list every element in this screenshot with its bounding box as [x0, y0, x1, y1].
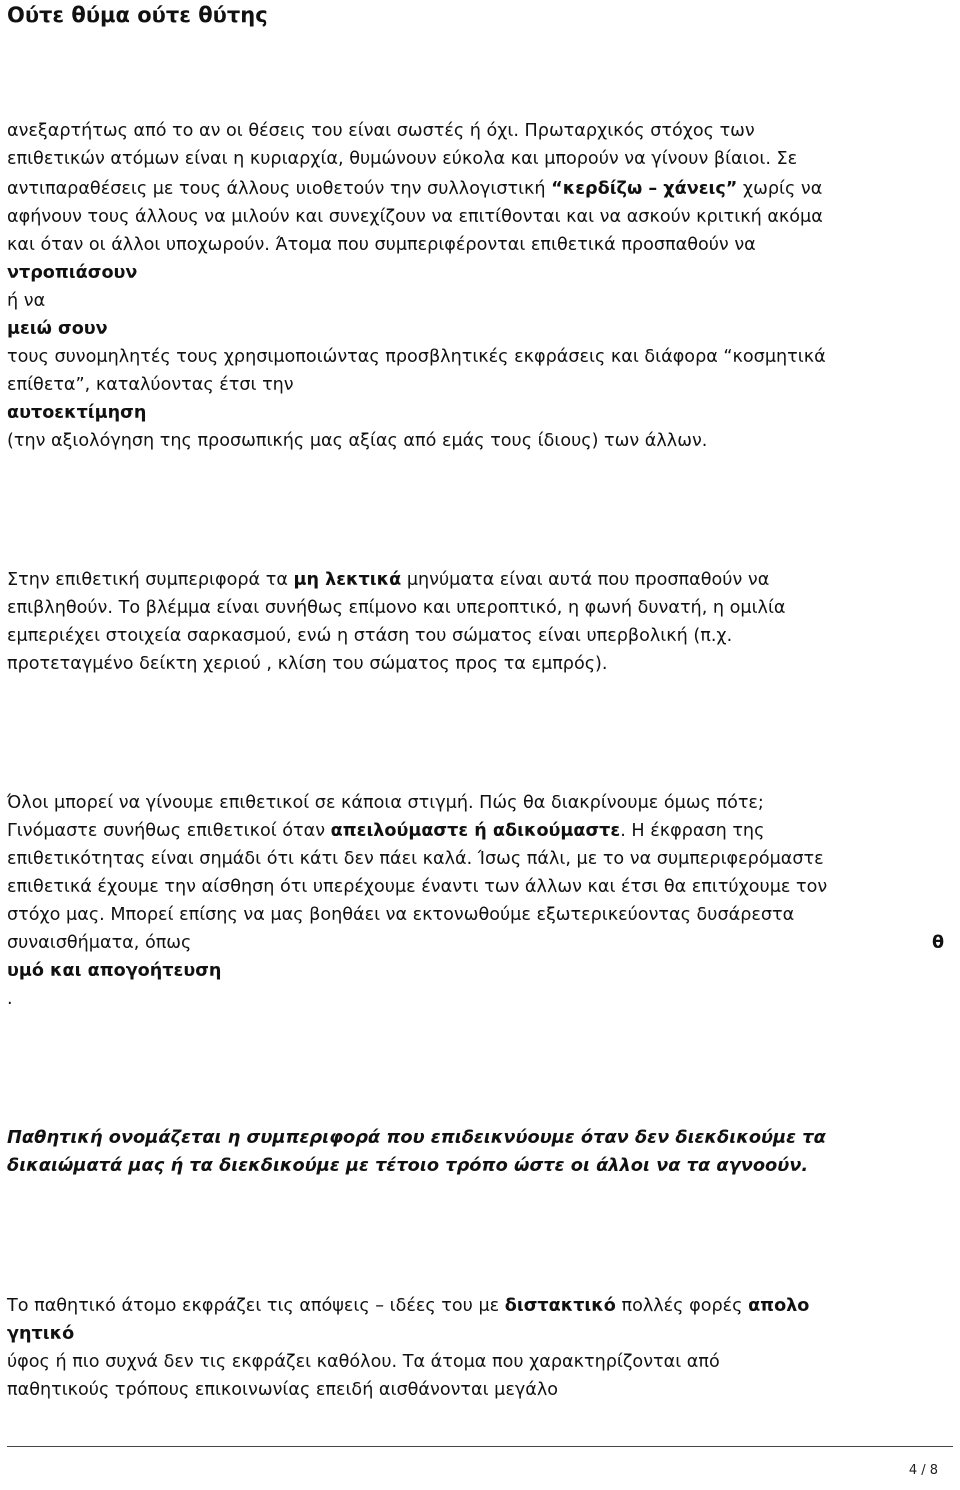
bold-letter: θ	[932, 933, 945, 953]
text-line: Όλοι μπορεί να γίνουμε επιθετικοί σε κάποια στιγμή. Πώς θα διακρίνουμε όμως πότε;	[7, 793, 764, 813]
bold-term: μειώ σουν	[7, 319, 108, 339]
bold-term: υμό και απογοήτευση	[7, 961, 222, 981]
text-line: παθητικούς τρόπους επικοινωνίας επειδή αισθάνονται μεγάλο	[7, 1380, 559, 1400]
text-line	[7, 567, 769, 593]
text-line: επιθετικά έχουμε την αίσθηση ότι υπερέχουμε έναντι των άλλων και έτσι θα επιτύχουμε τον	[7, 877, 828, 897]
text-segment: χωρίς να	[737, 179, 823, 199]
text-segment: Γινόμαστε συνήθως επιθετικοί όταν	[7, 821, 331, 841]
text-line: (την αξιολόγηση της προσωπικής μας αξίας από εμάς τους ίδιους) των άλλων.	[7, 431, 708, 451]
text-line: ύφος ή πιο συχνά δεν τις εκφράζει καθόλου. Τα άτομα που χαρακτηρίζονται από	[7, 1352, 720, 1372]
footer-divider	[7, 1446, 953, 1447]
text-line: εμπεριέχει στοιχεία σαρκασμού, ενώ η στάση του σώματος είναι υπερβολική (π.χ.	[7, 626, 733, 646]
bold-phrase: “κερδίζω – χάνεις”	[551, 179, 738, 199]
text-line	[7, 818, 764, 844]
text-line: ανεξαρτήτως από το αν οι θέσεις του είναι σωστές ή όχι. Πρωταρχικός στόχος των	[7, 121, 755, 141]
bold-term: ντροπιάσουν	[7, 263, 138, 283]
text-line: ή να	[7, 291, 46, 311]
text-line: επιβληθούν. Το βλέμμα είναι συνήθως επίμονο και υπεροπτικό, η φωνή δυνατή, η ομιλία	[7, 598, 786, 618]
bold-term: αυτοεκτίμηση	[7, 403, 147, 423]
bold-term: γητικό	[7, 1324, 75, 1344]
text-line: επιθετικών ατόμων είναι η κυριαρχία, θυμώνουν εύκολα και μπορούν να γίνουν βίαιοι. Σε	[7, 149, 798, 169]
bold-italic-line: δικαιώματά μας ή τα διεκδικούμε με τέτοιο τρόπο ώστε οι άλλοι να τα αγνοούν.	[7, 1155, 809, 1176]
text-segment: Το παθητικό άτομο εκφράζει τις απόψεις – ιδέες του με	[7, 1296, 505, 1316]
text-line: στόχο μας. Μπορεί επίσης να μας βοηθάει να εκτονωθούμε εξωτερικεύοντας δυσάρεστα	[7, 905, 795, 925]
bold-phrase: μη λεκτικά	[293, 570, 402, 590]
text-segment: πολλές φορές	[615, 1296, 749, 1316]
text-line: προτεταγμένο δείκτη χεριού , κλίση του σώματος προς τα εμπρός).	[7, 654, 608, 674]
text-line: και όταν οι άλλοι υποχωρούν. Άτομα που συμπεριφέρονται επιθετικά προσπαθούν να	[7, 235, 756, 255]
text-line: επιθετικότητας είναι σημάδι ότι κάτι δεν πάει καλά. Ίσως πάλι, με το να συμπεριφερόμαστε	[7, 849, 824, 869]
bold-phrase: διστακτικό	[504, 1296, 616, 1316]
text-segment: . Η έκφραση της	[620, 821, 765, 841]
text-line: συναισθήματα, όπως	[7, 933, 192, 953]
text-line: τους συνομηλητές τους χρησιμοποιώντας προσβλητικές εκφράσεις και διάφορα “κοσμητικά	[7, 347, 826, 367]
text-segment: μηνύματα είναι αυτά που προσπαθούν να	[401, 570, 770, 590]
text-line: .	[7, 989, 13, 1009]
bold-phrase: απολο	[748, 1296, 810, 1316]
bold-phrase: απειλούμαστε ή αδικούμαστε	[330, 821, 621, 841]
bold-italic-line: Παθητική ονομάζεται η συμπεριφορά που επιδεικνύουμε όταν δεν διεκδικούμε τα	[7, 1127, 826, 1148]
text-line: αφήνουν τους άλλους να μιλούν και συνεχίζουν να επιτίθονται και να ασκούν κριτική ακόμα	[7, 207, 823, 227]
text-segment: Στην επιθετική συμπεριφορά τα	[7, 570, 294, 590]
text-line	[7, 1293, 809, 1319]
text-segment: αντιπαραθέσεις με τους άλλους υιοθετούν την συλλογιστική	[7, 179, 552, 199]
document-header-title: Ούτε θύμα ούτε θύτης	[7, 3, 268, 27]
text-line	[7, 176, 822, 202]
text-line: επίθετα”, καταλύοντας έτσι την	[7, 375, 294, 395]
page-number: 4 / 8	[908, 1463, 938, 1478]
